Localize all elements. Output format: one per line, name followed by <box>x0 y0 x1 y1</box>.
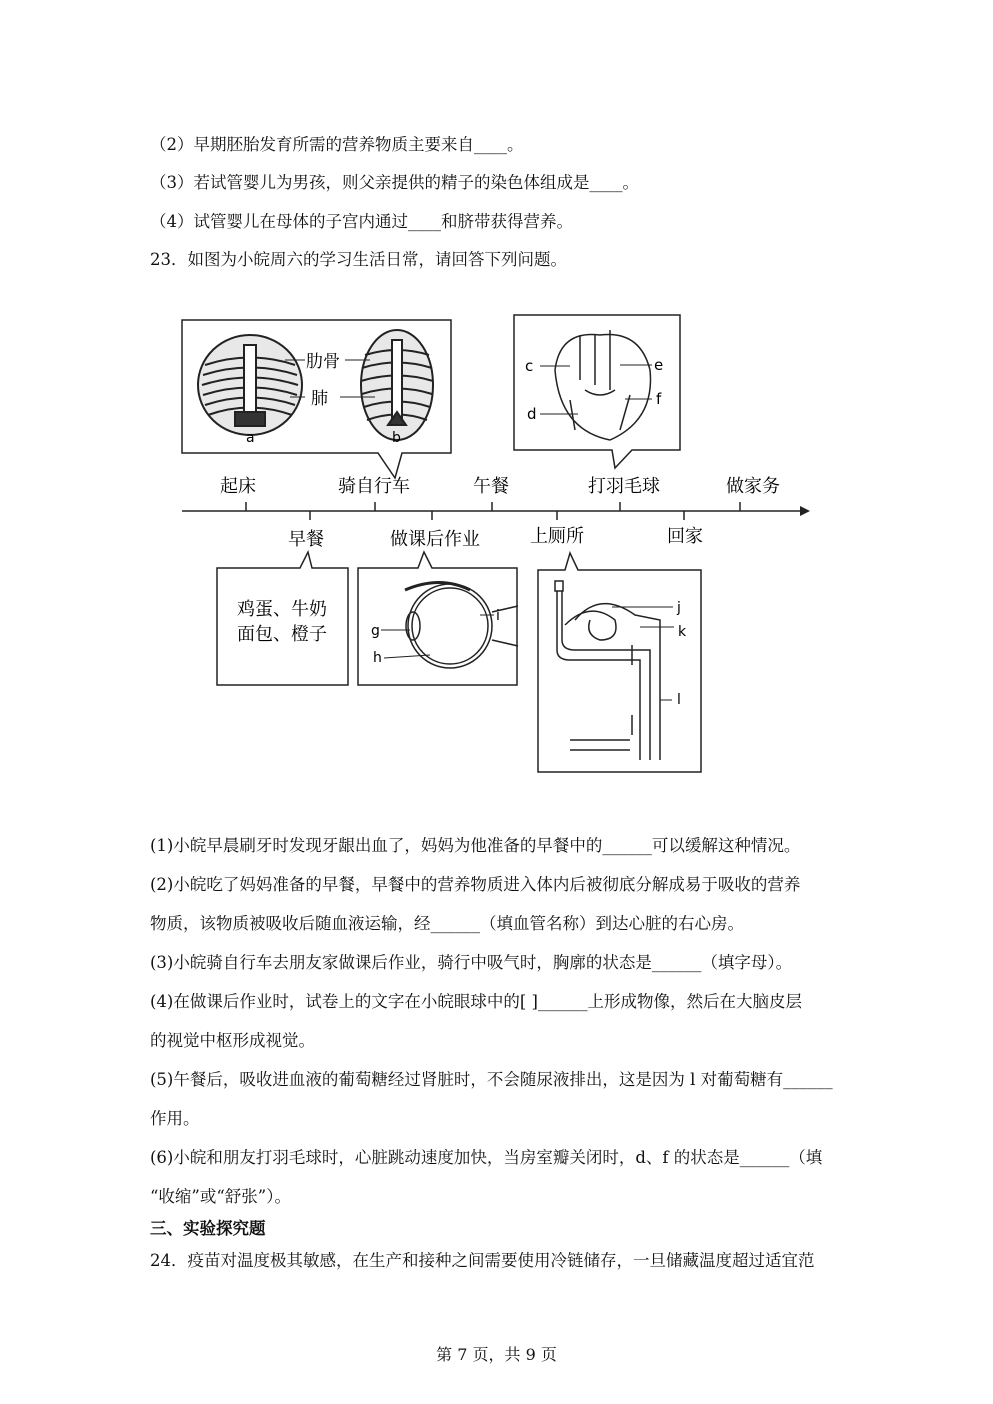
label-e: e <box>654 356 664 374</box>
timeline-lunch: 午餐 <box>473 476 509 497</box>
page-footer: 第 7 页，共 9 页 <box>436 1345 557 1364</box>
question-23-intro: 23．如图为小皖周六的学习生活日常，请回答下列问题。 <box>150 250 567 269</box>
label-k: k <box>678 624 687 640</box>
label-lung: 肺 <box>311 389 328 409</box>
question-23-1: (1)小皖早晨刷牙时发现牙龈出血了，妈妈为他准备的早餐中的______可以缓解这种情况。 <box>150 836 801 855</box>
question-22-3: （3）若试管婴儿为男孩，则父亲提供的精子的染色体组成是____。 <box>150 173 639 192</box>
timeline-cycling: 骑自行车 <box>338 476 410 497</box>
label-b: b <box>392 430 401 446</box>
timeline-wake: 起床 <box>220 476 256 497</box>
question-23-6-a: (6)小皖和朋友打羽毛球时，心脏跳动速度加快，当房室瓣关闭时，d、f 的状态是______（填 <box>150 1148 823 1167</box>
question-23-4-b: 的视觉中枢形成视觉。 <box>150 1031 315 1050</box>
timeline-chores: 做家务 <box>726 476 780 497</box>
question-24-a: 24．疫苗对温度极其敏感，在生产和接种之间需要使用冷链储存，一旦储藏温度超过适宜范 <box>150 1251 815 1270</box>
timeline-homework: 做课后作业 <box>390 529 480 550</box>
label-f: f <box>656 390 662 408</box>
question-23-5-b: 作用。 <box>150 1109 200 1128</box>
label-g: g <box>371 623 380 639</box>
label-d: d <box>527 405 537 423</box>
label-l: l <box>677 692 681 708</box>
question-23-3: (3)小皖骑自行车去朋友家做课后作业，骑行中吸气时，胸廓的状态是______（填字母）。 <box>150 953 793 972</box>
ribcage-a <box>198 335 302 435</box>
question-23-2-b: 物质，该物质被吸收后随血液运输，经______（填血管名称）到达心脏的右心房。 <box>150 914 744 933</box>
question-23-4-a: (4)在做课后作业时，试卷上的文字在小皖眼球中的[ ]______上形成物像，然后在大脑皮层 <box>150 992 802 1011</box>
breakfast-line-2: 面包、橙子 <box>237 624 327 645</box>
label-h: h <box>373 650 382 666</box>
timeline-home: 回家 <box>667 526 703 547</box>
question-23-5-a: (5)午餐后，吸收进血液的葡萄糖经过肾脏时，不会随尿液排出，这是因为 l 对葡萄糖有______ <box>150 1070 833 1089</box>
question-23-6-b: “收缩”或“舒张”）。 <box>150 1187 291 1206</box>
ribcage-b <box>361 330 433 440</box>
label-i: i <box>496 608 500 624</box>
label-rib: 肋骨 <box>306 352 340 372</box>
timeline-toilet: 上厕所 <box>530 526 584 547</box>
question-22-2: （2）早期胚胎发育所需的营养物质主要来自____。 <box>150 135 524 154</box>
timeline-breakfast: 早餐 <box>288 529 324 550</box>
label-j: j <box>677 600 681 616</box>
label-c: c <box>525 357 534 375</box>
timeline-badminton: 打羽毛球 <box>588 476 660 497</box>
timeline-arrow <box>800 506 810 516</box>
question-22-4: （4）试管婴儿在母体的子宫内通过____和脐带获得营养。 <box>150 212 573 231</box>
label-a: a <box>246 430 255 446</box>
section-3-heading: 三、实验探究题 <box>150 1219 266 1238</box>
breakfast-line-1: 鸡蛋、牛奶 <box>237 599 327 620</box>
question-23-2-a: (2)小皖吃了妈妈准备的早餐，早餐中的营养物质进入体内后被彻底分解成易于吸收的营养 <box>150 875 801 894</box>
